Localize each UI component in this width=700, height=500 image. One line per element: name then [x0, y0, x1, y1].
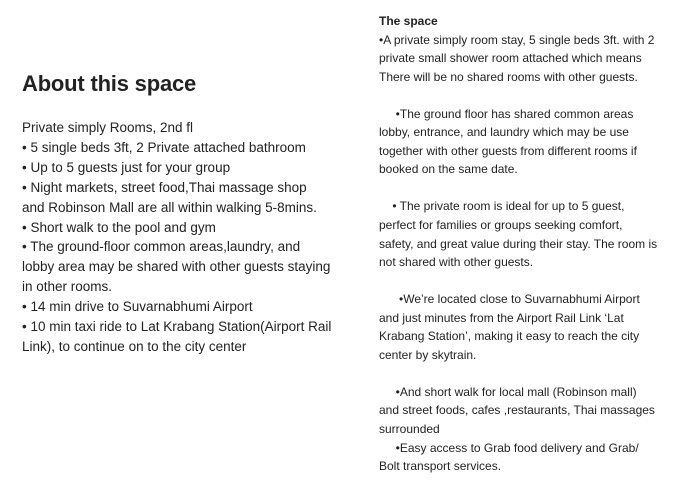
space-line: • The private room is ideal for up to 5 guest,: [379, 199, 625, 214]
about-line-beds: • 5 single beds 3ft, 2 Private attached bathroom: [22, 139, 306, 155]
about-line-pool: • Short walk to the pool and gym: [22, 219, 216, 235]
space-line: private small shower room attached which means: [379, 51, 642, 66]
the-space-heading: The space: [379, 14, 438, 28]
space-line: There will be no shared rooms with other guests.: [379, 69, 638, 84]
about-line-common-end: in other rooms.: [22, 279, 113, 295]
space-line: •A private simply room stay, 5 single beds 3ft. with 2: [379, 32, 655, 47]
the-space-description: [379, 12, 699, 476]
about-line-markets-cont: and Robinson Mall are all within walking 5-8mins.: [22, 199, 317, 215]
about-title: About this space: [22, 71, 197, 96]
about-line-taxi: • 10 min taxi ride to Lat Krabang Station(Airport Rail: [22, 319, 332, 335]
about-line-subtitle: Private simply Rooms, 2nd fl: [22, 120, 194, 135]
space-line: •And short walk for local mall (Robinson mall): [379, 384, 637, 399]
about-line-common: • The ground-floor common areas,laundry, and: [22, 239, 301, 255]
space-line: safety, and great value during their stay. The room is: [379, 236, 658, 251]
space-line: together with other guests from different rooms if: [379, 143, 637, 158]
space-line: and street foods, cafes ,restaurants, Thai massages: [379, 403, 655, 418]
space-line: booked on the same date.: [379, 162, 518, 177]
space-line: •Easy access to Grab food delivery and Grab/: [379, 440, 639, 455]
space-line: perfect for families or groups seeking comfort,: [379, 218, 623, 233]
space-line: •The ground floor has shared common areas: [379, 106, 634, 121]
space-line: center by skytrain.: [379, 347, 477, 362]
paragraph-gap: [379, 364, 699, 383]
about-line-common-cont: lobby area may be shared with other guests staying: [22, 259, 331, 275]
space-line: Krabang Station’, making it easy to reach the city: [379, 329, 640, 344]
about-line-markets: • Night markets, street food,Thai massage shop: [22, 179, 307, 195]
about-line-taxi-cont: Link), to continue on to the city center: [22, 338, 247, 354]
space-line: and just minutes from the Airport Rail Link ‘Lat: [379, 310, 624, 325]
about-line-guests: • Up to 5 guests just for your group: [22, 159, 231, 175]
the-space-panel: [361, 0, 700, 500]
space-line: Bolt transport services.: [379, 459, 502, 474]
space-line: surrounded: [379, 422, 440, 437]
paragraph-gap: [379, 179, 699, 198]
about-description: [22, 118, 352, 357]
paragraph-gap: [379, 272, 699, 291]
space-line: •We’re located close to Suvarnabhumi Airport: [379, 292, 640, 307]
space-line: not shared with other guests.: [379, 255, 534, 270]
about-line-airport: • 14 min drive to Suvarnabhumi Airport: [22, 299, 253, 315]
space-line: lobby, entrance, and laundry which may be use: [379, 125, 629, 140]
paragraph-gap: [379, 86, 699, 105]
